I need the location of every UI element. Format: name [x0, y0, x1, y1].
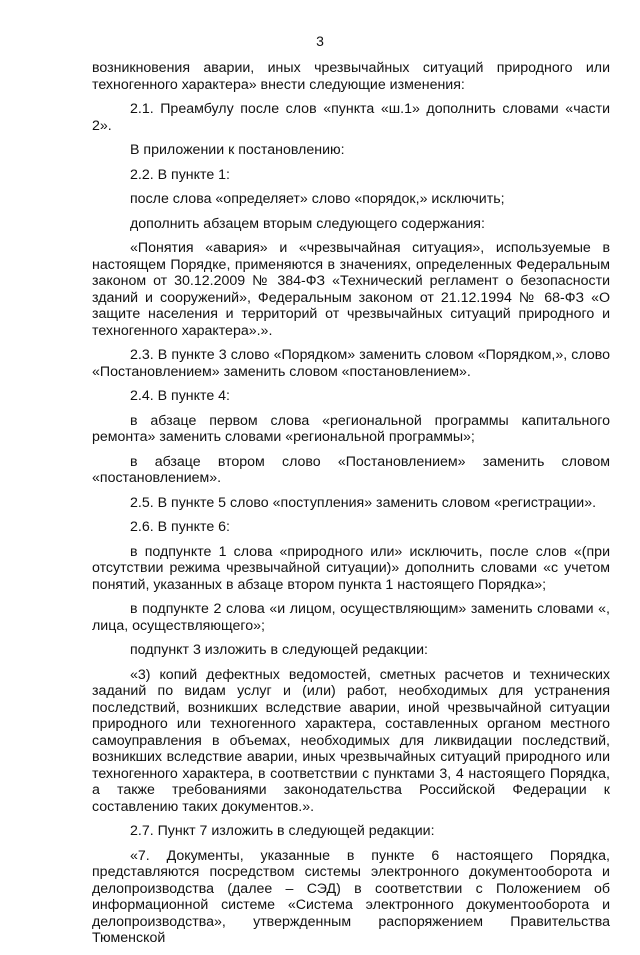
paragraph-2-4-item-2: в абзаце втором слово «Постановлением» заменить словом «постановлением».: [92, 453, 610, 486]
paragraph-2-2-quote: «Понятия «авария» и «чрезвычайная ситуация», используемые в настоящем Порядке, применяются в значениях, определенных Федеральным законом от 30.12.2009 № 384-ФЗ «Технический регламент о безопасности зданий и сооружений», Федеральным законом от 21.12.1994 № 68-ФЗ «О защите населения и территорий от чрезвычайных ситуаций природного и техногенного характера».».: [92, 240, 610, 339]
paragraph-appendix-heading: В приложении к постановлению:: [130, 142, 345, 158]
paragraph-2-2-item-1: после слова «определяет» слово «порядок,» исключить;: [130, 191, 505, 207]
paragraph-2-2: 2.2. В пункте 1:: [130, 166, 230, 183]
paragraph-2-6-item-2: в подпункте 2 слова «и лицом, осуществляющим» заменить словами «, лица, осуществляющего»;: [92, 601, 610, 634]
paragraph-2-7: 2.7. Пункт 7 изложить в следующей редакции:: [130, 823, 435, 839]
paragraph-2-7-quote: «7. Документы, указанные в пункте 6 настоящего Порядка, представляются посредством системы электронного документооборота и делопроизводства (далее – СЭД) в соответствии с Положением об информационной системе «Система электронного документооборота и делопроизводства», утвержденным распоряжением Правительства Тюменской: [92, 847, 610, 946]
paragraph-2-2-item-2: дополнить абзацем вторым следующего содержания:: [130, 215, 485, 232]
paragraph-2-3: 2.3. В пункте 3 слово «Порядком» заменить словом «Порядком,», слово «Постановлением» заменить словом «постановлением».: [92, 347, 610, 380]
paragraph-2-1: 2.1. Преамбулу после слов «пункта «ш.1» дополнить словами «части 2».: [92, 101, 610, 134]
paragraph-2-5: 2.5. В пункте 5 слово «поступления» заменить словом «регистрации».: [130, 494, 597, 511]
paragraph-2-6-quote: «3) копий дефектных ведомостей, сметных расчетов и технических заданий по видам услуг и (или) работ, необходимых для устранения последствий, возникших вследствие аварии, иной чрезвычайной ситуации природного или техногенного характера, составленных органом местного самоуправления в объемах, необходимых для ликвидации последствий, возникших вследствие аварии, иных чрезвычайных ситуаций природного или техногенного характера, в соответствии с пунктами 3, 4 настоящего Порядка, а также требованиями законодательства Российской Федерации к составлению таких документов.».: [92, 666, 610, 815]
paragraph-2-6-item-1: в подпункте 1 слова «природного или» исключить, после слов «(при отсутствии режима чрезвычайной ситуации)» дополнить словами «с учетом понятий, указанных в абзаце втором пункта 1 настоящего Порядка»;: [92, 543, 610, 593]
page-number: 3: [316, 33, 324, 49]
paragraph-2-6-item-3: подпункт 3 изложить в следующей редакции:: [130, 642, 428, 658]
paragraph-2-4-item-1: в абзаце первом слова «региональной программы капитального ремонта» заменить словами «региональной программы»;: [92, 412, 610, 445]
paragraph-intro-continuation: возникновения аварии, иных чрезвычайных ситуаций природного или техногенного характера» внести следующие изменения:: [92, 60, 610, 93]
paragraph-2-6: 2.6. В пункте 6:: [130, 519, 230, 535]
paragraph-2-4: 2.4. В пункте 4:: [130, 388, 230, 404]
document-body: [92, 60, 610, 955]
